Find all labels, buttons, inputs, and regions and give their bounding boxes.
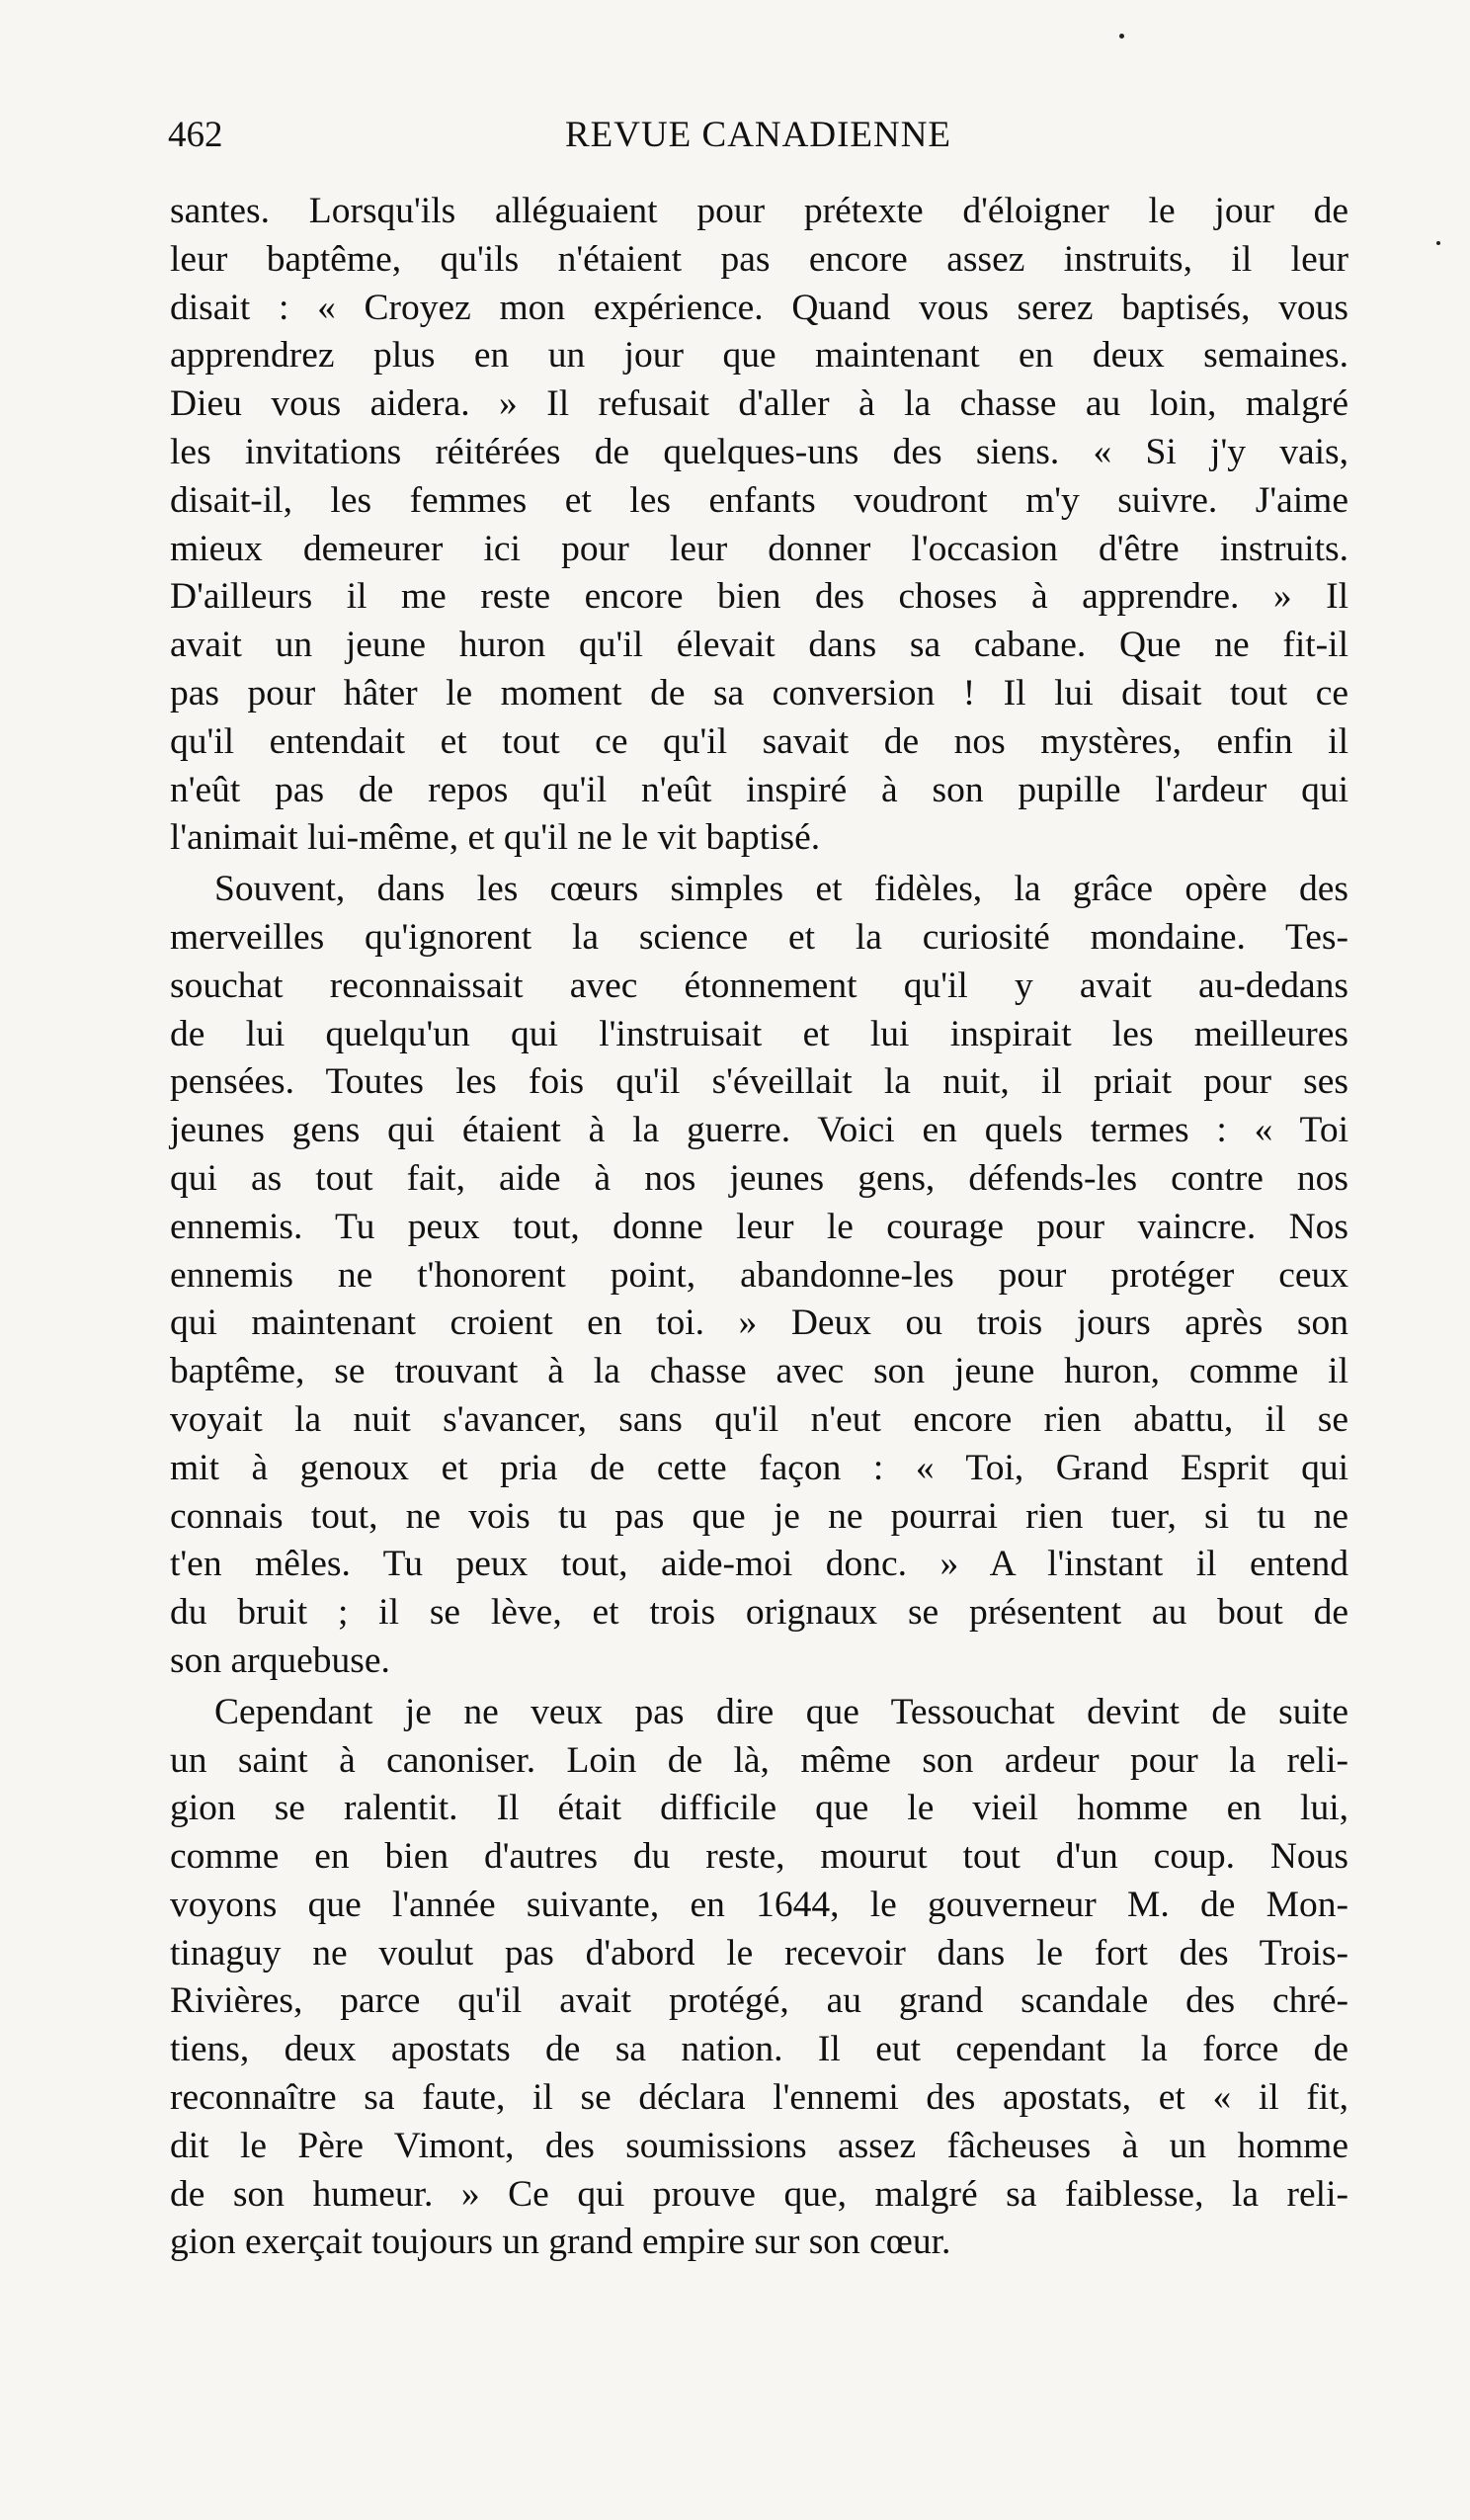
text-line: de lui quelqu'un qui l'instruisait et lui inspirait les meilleures <box>170 1013 1348 1054</box>
text-line: Souvent, dans les cœurs simples et fidèles, la grâce opère des <box>214 869 1348 910</box>
body-text <box>170 188 1348 2270</box>
ink-spec <box>1436 241 1440 245</box>
text-line: ennemis. Tu peux tout, donne leur le courage pour vaincre. Nos <box>170 1206 1348 1247</box>
text-line: leur baptême, qu'ils n'étaient pas encore assez instruits, il leur <box>170 238 1348 280</box>
page-number: 462 <box>168 115 223 155</box>
text-line: comme en bien d'autres du reste, mourut tout d'un coup. Nous <box>170 1836 1348 1878</box>
text-line: merveilles qu'ignorent la science et la curiosité mondaine. Tes- <box>170 916 1348 958</box>
text-line: du bruit ; il se lève, et trois orignaux se présentent au bout de <box>170 1592 1348 1634</box>
text-line: disait-il, les femmes et les enfants voudront m'y suivre. J'aime <box>170 479 1348 521</box>
text-line: de son humeur. » Ce qui prouve que, malgré sa faiblesse, la reli- <box>170 2173 1348 2215</box>
text-line: gion exerçait toujours un grand empire sur son cœur. <box>170 2222 951 2263</box>
text-line: t'en mêles. Tu peux tout, aide-moi donc. » A l'instant il entend <box>170 1544 1348 1585</box>
text-line: les invitations réitérées de quelques-uns des siens. « Si j'y vais, <box>170 431 1348 472</box>
ink-spec <box>1119 34 1124 39</box>
running-title: REVUE CANADIENNE <box>564 115 952 155</box>
text-line: qu'il entendait et tout ce qu'il savait de nos mystères, enfin il <box>170 720 1348 762</box>
text-line: santes. Lorsqu'ils alléguaient pour prétexte d'éloigner le jour de <box>170 191 1348 231</box>
text-line: souchat reconnaissait avec étonnement qu'il y avait au-dedans <box>170 965 1348 1006</box>
text-line: qui maintenant croient en toi. » Deux ou trois jours après son <box>170 1302 1348 1344</box>
text-line: mit à genoux et pria de cette façon : « Toi, Grand Esprit qui <box>170 1447 1348 1488</box>
text-line: D'ailleurs il me reste encore bien des choses à apprendre. » Il <box>170 576 1348 618</box>
text-line: son arquebuse. <box>170 1639 390 1681</box>
page-header <box>168 111 1348 160</box>
text-line: mieux demeurer ici pour leur donner l'occasion d'être instruits. <box>170 528 1348 569</box>
text-line: jeunes gens qui étaient à la guerre. Voici en quels termes : « Toi <box>170 1110 1348 1151</box>
text-line: qui as tout fait, aide à nos jeunes gens, défends-les contre nos <box>170 1157 1348 1199</box>
text-line: tinaguy ne voulut pas d'abord le recevoir dans le fort des Trois- <box>170 1932 1348 1974</box>
text-line: apprendrez plus en un jour que maintenant en deux semaines. <box>170 335 1348 377</box>
text-line: tiens, deux apostats de sa nation. Il eut cependant la force de <box>170 2029 1348 2070</box>
text-line: gion se ralentit. Il était difficile que le vieil homme en lui, <box>170 1788 1348 1829</box>
paragraph-2 <box>170 866 1348 1686</box>
text-line: ennemis ne t'honorent point, abandonne-les pour protéger ceux <box>170 1254 1348 1296</box>
text-line: pensées. Toutes les fois qu'il s'éveillait la nuit, il priait pour ses <box>170 1061 1348 1103</box>
text-line: n'eût pas de repos qu'il n'eût inspiré à son pupille l'ardeur qui <box>170 769 1348 810</box>
text-line: dit le Père Vimont, des soumissions assez fâcheuses à un homme <box>170 2125 1348 2166</box>
paragraph-3 <box>170 1689 1348 2268</box>
text-line: Rivières, parce qu'il avait protégé, au grand scandale des chré- <box>170 1980 1348 2022</box>
text-line: voyait la nuit s'avancer, sans qu'il n'eut encore rien abattu, il se <box>170 1398 1348 1440</box>
text-line: voyons que l'année suivante, en 1644, le gouverneur M. de Mon- <box>170 1884 1348 1925</box>
text-line: Dieu vous aidera. » Il refusait d'aller à la chasse au loin, malgré <box>170 383 1348 425</box>
text-line: connais tout, ne vois tu pas que je ne pourrai rien tuer, si tu ne <box>170 1495 1348 1537</box>
text-line: un saint à canoniser. Loin de là, même son ardeur pour la reli- <box>170 1739 1348 1781</box>
text-line: baptême, se trouvant à la chasse avec son jeune huron, comme il <box>170 1351 1348 1392</box>
text-line: Cependant je ne veux pas dire que Tessouchat devint de suite <box>214 1691 1348 1732</box>
text-line: pas pour hâter le moment de sa conversion ! Il lui disait tout ce <box>170 672 1348 714</box>
text-line: avait un jeune huron qu'il élevait dans sa cabane. Que ne fit-il <box>170 625 1348 666</box>
text-line: disait : « Croyez mon expérience. Quand vous serez baptisés, vous <box>170 287 1348 328</box>
text-line: reconnaître sa faute, il se déclara l'ennemi des apostats, et « il fit, <box>170 2077 1348 2119</box>
paragraph-1 <box>170 188 1348 863</box>
text-line: l'animait lui-même, et qu'il ne le vit baptisé. <box>170 817 821 859</box>
